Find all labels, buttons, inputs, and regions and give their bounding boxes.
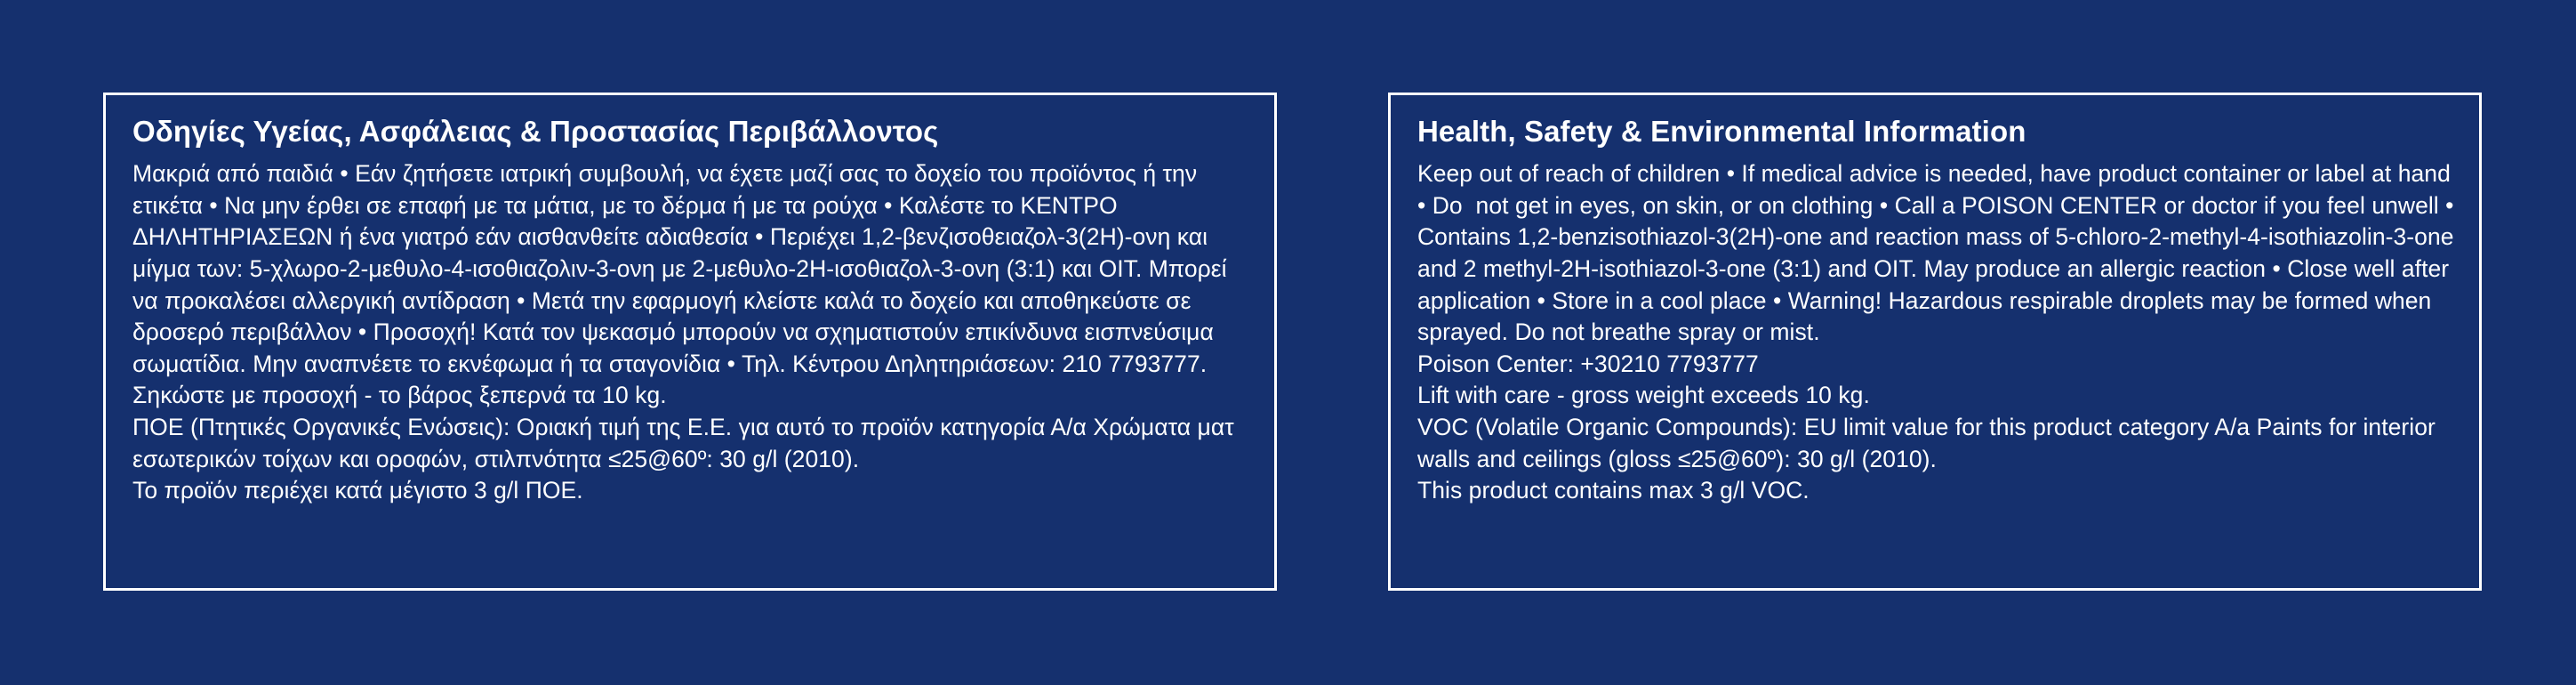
panel-paragraph-english-2: Poison Center: +30210 7793777 xyxy=(1417,350,1759,377)
panel-paragraph-english-5: This product contains max 3 g/l VOC. xyxy=(1417,477,1810,504)
panel-paragraph-greek-2: Σηκώστε με προσοχή - το βάρος ξεπερνά τα 10 kg. xyxy=(132,382,667,409)
panel-paragraph-greek-4: Το προϊόν περιέχει κατά μέγιστο 3 g/l ΠΟΕ. xyxy=(132,477,583,504)
panel-paragraph-english-1: Keep out of reach of children • If medical advice is needed, have product container or label at hand • Do not get in eyes, on skin, or on clothing • Call a POISON CENTER or doctor if you feel unwell • Contains 1,2-benzisothiazol-3(2H)-one and reaction mass of 5-chloro-2-methyl-4-isothiazolin-3-one and 2 methyl-2H-isothiazol-3-one (3:1) and OIT. May produce an allergic reaction • Close well after application • Store in a cool place • Warning! Hazardous respirable droplets may be formed when sprayed. Do not breathe spray or mist. xyxy=(1417,159,2460,346)
panel-health-safety-greek xyxy=(103,93,1277,591)
panel-health-safety-english xyxy=(1388,93,2482,591)
panel-paragraph-greek-3: ΠΟΕ (Πτητικές Οργανικές Ενώσεις): Οριακή τιμή της Ε.Ε. για αυτό το προϊόν κατηγορία Α/α Χρώματα ματ εσωτερικών τοίχων και οροφών, στιλπνότητα ≤25@60º: 30 g/l (2010). xyxy=(132,414,1241,472)
panel-paragraph-english-4: VOC (Volatile Organic Compounds): EU limit value for this product category A/a Paints for interior walls and ceilings (gloss ≤25@60º): 30 g/l (2010). xyxy=(1417,414,2443,472)
panel-title-english: Health, Safety & Environmental Information xyxy=(1417,115,2026,148)
panel-title-greek: Οδηγίες Υγείας, Ασφάλειας & Προστασίας Περιβάλλοντος xyxy=(132,115,939,148)
panel-paragraph-english-3: Lift with care - gross weight exceeds 10 kg. xyxy=(1417,382,1870,409)
panel-paragraph-greek-1: Μακριά από παιδιά • Εάν ζητήσετε ιατρική συμβουλή, να έχετε μαζί σας το δοχείο του προϊόντος ή την ετικέτα • Να μην έρθει σε επαφή με τα μάτια, με το δέρμα ή με τα ρούχα • Καλέστε το ΚΕΝΤΡΟ ΔΗΛΗΤΗΡΙΑΣΕΩΝ ή ένα γιατρό εάν αισθανθείτε αδιαθεσία • Περιέχει 1,2-βενζισοθειαζολ-3(2H)-ονη και μίγμα των: 5-χλωρο-2-μεθυλο-4-ισοθιαζολιν-3-ονη με 2-μεθυλο-2H-ισοθιαζολ-3-ονη (3:1) και OIT. Μπορεί να προκαλέσει αλλεργική αντίδραση • Μετά την εφαρμογή κλείστε καλά το δοχείο και αποθηκεύστε σε δροσερό περιβάλλον • Προσοχή! Κατά τον ψεκασμό μπορούν να σχηματιστούν επικίνδυνα εισπνεύσιμα σωματίδια. Μην αναπνέετε το εκνέφωμα ή τα σταγονίδια • Τηλ. Κέντρου Δηλητηριάσεων: 210 7793777. xyxy=(132,159,1233,377)
